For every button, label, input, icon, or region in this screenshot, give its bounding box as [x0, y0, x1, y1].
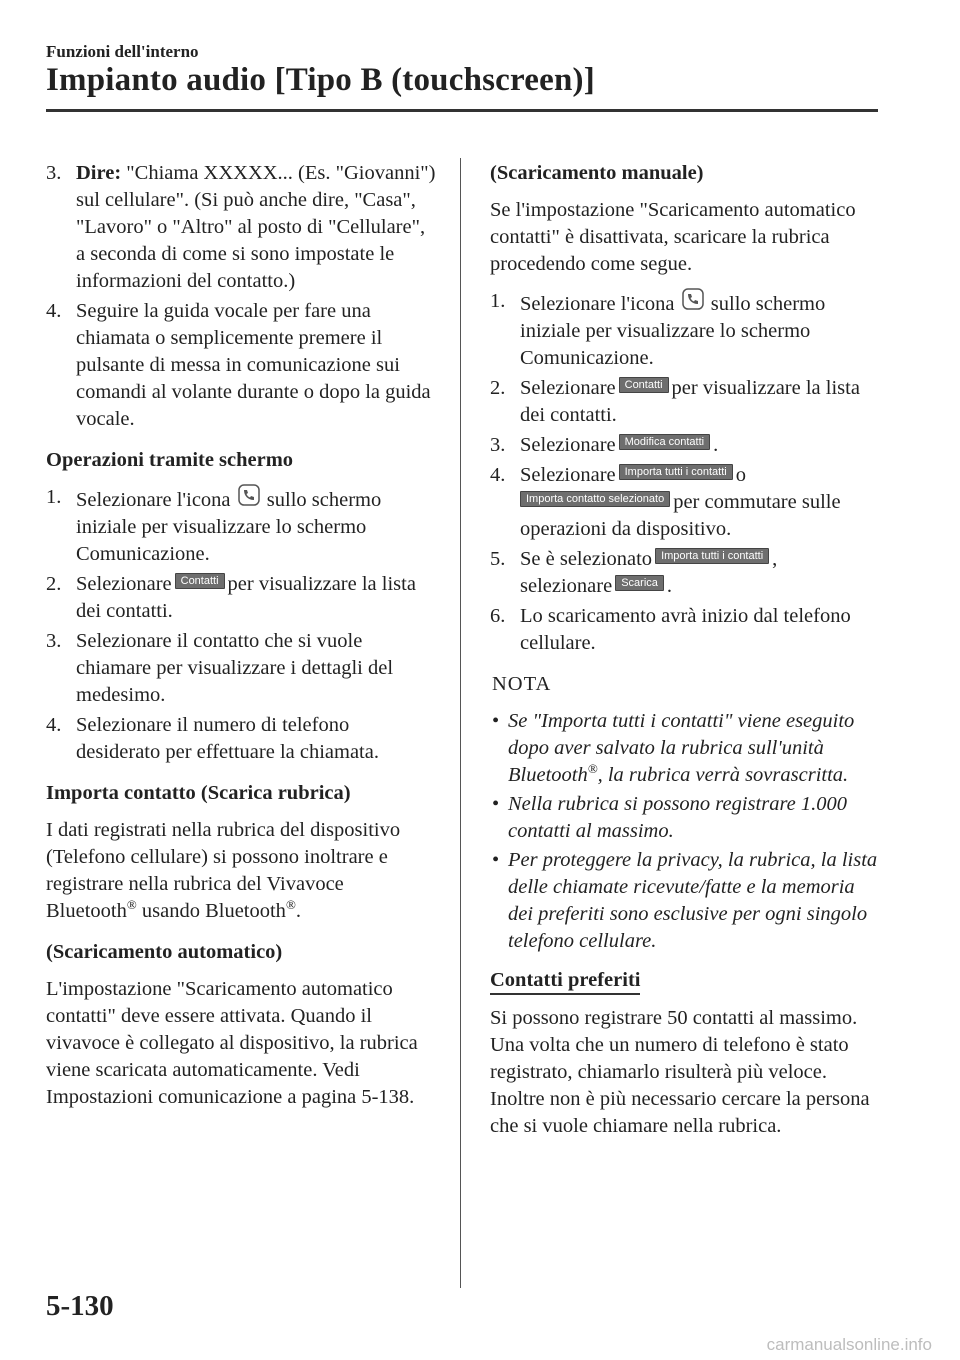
registered-mark: ® [587, 761, 598, 777]
step-text: Se è selezionato [520, 548, 653, 570]
screen-step-3 [46, 628, 438, 709]
step-text: "Chiama XXXXX... (Es. "Giovanni") sul cellulare". (Si può anche dire, "Casa", "Lavoro" o "Altro" al posto di "Cellulare", a seconda di come si sono impostate le informazioni del contatto.) [76, 162, 436, 292]
registered-mark: ® [126, 897, 137, 913]
step-number: 1. [46, 486, 62, 508]
note-item [490, 791, 882, 845]
note-item [490, 708, 882, 789]
modifica-contatti-button[interactable]: Modifica contatti [619, 434, 710, 450]
step-text: per visualizzare la lista dei contatti. [76, 573, 416, 622]
paragraph-text: usando Bluetooth [136, 900, 286, 922]
step-text: sullo schermo iniziale per visualizzare lo schermo Comunicazione. [76, 489, 382, 565]
screen-step-4 [46, 712, 438, 766]
heading-manuale: (Scaricamento manuale) [490, 162, 704, 184]
step-text: per visualizzare la lista dei contatti. [520, 377, 860, 426]
step-number: 4. [46, 714, 62, 736]
step-text: Selezionare l'icona [520, 293, 675, 315]
step-text: . [713, 434, 719, 456]
step-number: 2. [490, 377, 506, 399]
importa-tutti-button[interactable]: Importa tutti i contatti [655, 548, 769, 564]
left-column [46, 160, 438, 1113]
note-text: Nella rubrica si possono registrare 1.000 contatti al massimo. [508, 793, 848, 842]
heading-auto: (Scaricamento automatico) [46, 941, 283, 963]
right-column [490, 160, 882, 1142]
step-number: 6. [490, 605, 506, 627]
section-label: Funzioni dell'interno [46, 42, 199, 61]
paragraph-text: . [295, 900, 301, 922]
bullet-icon: • [492, 710, 500, 732]
scarica-button[interactable]: Scarica [615, 575, 664, 591]
note-item [490, 847, 882, 955]
contatti-button[interactable]: Contatti [619, 377, 669, 393]
importa-tutti-button[interactable]: Importa tutti i contatti [619, 464, 733, 480]
step-text: Selezionare [520, 464, 616, 486]
contatti-button[interactable]: Contatti [175, 573, 225, 589]
step-number: 4. [490, 464, 506, 486]
screen-step-2 [46, 571, 438, 625]
step-text: per commutare sulle operazioni da dispositivo. [520, 491, 841, 540]
page-title: Impianto audio [Tipo B (touchscreen)] [46, 62, 595, 98]
manual-step-3 [490, 432, 882, 459]
step-4 [46, 298, 438, 433]
manuale-paragraph: Se l'impostazione "Scaricamento automatico contatti" è disattivata, scaricare la rubrica procedendo come segue. [490, 199, 856, 275]
step-3 [46, 160, 438, 295]
step-text: . [666, 575, 673, 597]
step-text: Selezionare [76, 573, 172, 595]
step-number: 5. [490, 548, 506, 570]
step-text: , [772, 548, 778, 570]
manual-step-1 [490, 288, 882, 372]
importa-selezionato-button[interactable]: Importa contatto selezionato [520, 491, 670, 507]
step-text: Lo scaricamento avrà inizio dal telefono cellulare. [520, 605, 851, 654]
step-text: selezionare [520, 575, 613, 597]
phone-icon [682, 288, 704, 318]
preferiti-paragraph: Si possono registrare 50 contatti al massimo. Una volta che un numero di telefono è stato registrato, chiamarlo risulterà più veloce. Inoltre non è più necessario cercare la persona che si vuole chiamare nella rubrica. [490, 1007, 870, 1137]
step-text: sullo schermo iniziale per visualizzare lo schermo Comunicazione. [520, 293, 826, 369]
step-text: Selezionare [520, 377, 616, 399]
manual-step-4 [490, 462, 882, 543]
watermark: carmanualsonline.info [766, 1335, 932, 1354]
step-text: Seguire la guida vocale per fare una chiamata o semplicemente premere il pulsante di messa in comunicazione sui comandi al volante durante o dopo la guida vocale. [76, 300, 431, 430]
manual-step-2 [490, 375, 882, 429]
note-text: , la rubrica verrà sovrascritta. [597, 764, 849, 786]
step-number: 3. [46, 162, 62, 184]
bullet-icon: • [492, 793, 500, 815]
step-text: Selezionare [520, 434, 616, 456]
step-number: 3. [46, 630, 62, 652]
heading-schermo: Operazioni tramite schermo [46, 449, 294, 471]
note-text: Se "Importa tutti i contatti" viene eseguito dopo aver salvato la rubrica sull'unità Bluetooth [508, 710, 855, 786]
page-number: 5-130 [46, 1290, 114, 1322]
heading-importa: Importa contatto (Scarica rubrica) [46, 782, 351, 804]
step-number: 4. [46, 300, 62, 322]
title-rule [46, 109, 878, 112]
step-text: o [735, 464, 746, 486]
heading-preferiti: Contatti preferiti [490, 967, 640, 995]
step-text: Selezionare il contatto che si vuole chiamare per visualizzare i dettagli del medesimo. [76, 630, 394, 706]
paragraph-text: I dati registrati nella rubrica del dispositivo (Telefono cellulare) si possono inoltrare e registrare nella rubrica del Vivavoce Bluetooth [46, 819, 401, 922]
phone-icon [238, 484, 260, 514]
manual-step-6 [490, 603, 882, 657]
step-text: Selezionare il numero di telefono desiderato per effettuare la chiamata. [76, 714, 379, 763]
note-text: Per proteggere la privacy, la rubrica, la lista delle chiamate ricevute/fatte e la memoria dei preferiti sono esclusive per ogni singolo telefono cellulare. [508, 849, 878, 952]
screen-step-1 [46, 484, 438, 568]
step-number: 1. [490, 290, 506, 312]
nota-label: NOTA [492, 673, 552, 695]
step-number: 2. [46, 573, 62, 595]
registered-mark: ® [285, 897, 296, 913]
step-text: Selezionare l'icona [76, 489, 231, 511]
bullet-icon: • [492, 849, 500, 871]
dire-label: Dire: [76, 162, 122, 184]
importa-paragraph [46, 817, 438, 925]
auto-paragraph: L'impostazione "Scaricamento automatico contatti" deve essere attivata. Quando il vivavoce è collegato al dispositivo, la rubrica viene scaricata automaticamente. Vedi Impostazioni comunicazione a pagina 5-138. [46, 978, 418, 1108]
step-number: 3. [490, 434, 506, 456]
manual-step-5 [490, 546, 882, 600]
column-divider [460, 158, 461, 1288]
